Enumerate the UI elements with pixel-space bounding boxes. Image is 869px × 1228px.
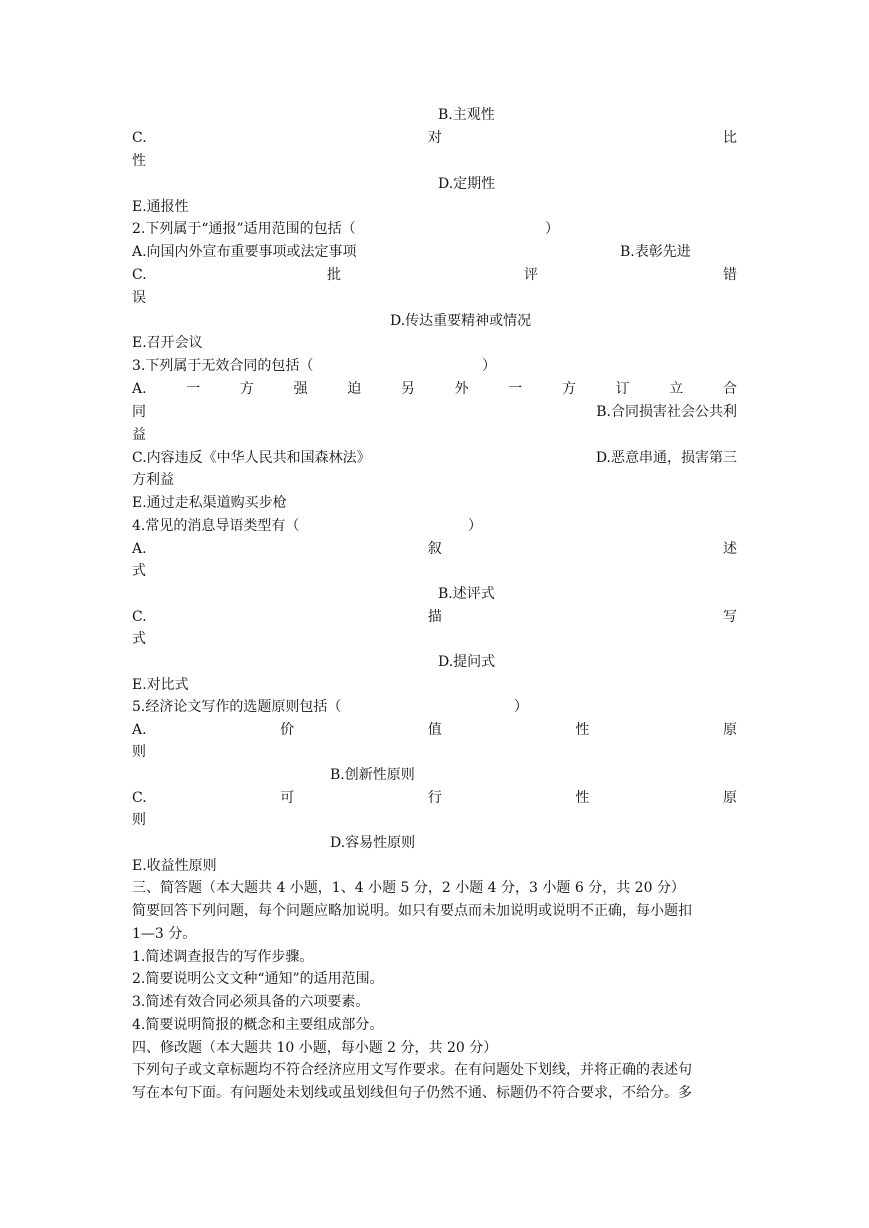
q4-option-d: D.提问式 <box>438 654 496 670</box>
q5-option-c-part: 行 <box>427 790 442 806</box>
q3-stem-close: ） <box>482 358 496 374</box>
q5-stem-text: 5.经济论文写作的选题原则包括（ <box>132 699 342 715</box>
section-4-title: 四、修改题（本大题共 10 小题，每小题 2 分，共 20 分） <box>132 1040 498 1056</box>
q3-option-a-part: 强 <box>293 381 308 397</box>
q5-option-a-tail: 则 <box>132 744 146 760</box>
q3-option-c-text: C.内容违反《中华人民共和国森林法》 <box>132 450 371 466</box>
q5-stem <box>132 696 737 718</box>
q4-option-b: B.述评式 <box>438 586 495 602</box>
q3-option-d: D.恶意串通，损害第三 <box>595 450 737 466</box>
q3-stem-text: 3.下列属于无效合同的包括（ <box>132 358 314 374</box>
q3-option-a-part: 方 <box>239 381 254 397</box>
q2-option-c <box>132 264 737 286</box>
q2-option-a-text: A.向国内外宣布重要事项或法定事项 <box>132 244 357 260</box>
q3-option-a-part: 一 <box>508 381 523 397</box>
q3-option-c <box>132 447 737 469</box>
q4-stem-text: 4.常见的消息导语类型有（ <box>132 518 300 534</box>
q3-option-a-tail-text: 同 <box>132 404 146 420</box>
q4-option-a-part: 述 <box>723 541 737 557</box>
q5-option-a-part: 价 <box>280 722 295 738</box>
q1-option-c-tail: 性 <box>132 153 146 169</box>
q5-option-c <box>132 787 737 809</box>
q2-stem <box>132 218 737 240</box>
q2-option-d: D.传达重要精神或情况 <box>390 313 532 329</box>
q4-option-a-tail: 式 <box>132 563 146 579</box>
q5-option-b: B.创新性原则 <box>330 767 415 783</box>
q3-option-a-part: 方 <box>561 381 576 397</box>
q2-option-a <box>132 241 737 263</box>
section-3-item: 4.简要说明简报的概念和主要组成部分。 <box>132 1017 384 1033</box>
q4-option-c-part: C. <box>132 609 147 625</box>
q4-option-c-part: 描 <box>427 609 442 625</box>
q1-option-c-part: 比 <box>722 130 737 146</box>
q3-option-a-part: 一 <box>186 381 201 397</box>
q4-option-a <box>132 538 737 560</box>
q3-option-a-part: A. <box>132 381 147 397</box>
section-3-item: 1.简述调查报告的写作步骤。 <box>132 949 314 965</box>
q3-option-a-part: 立 <box>669 381 684 397</box>
q5-option-a-part: A. <box>132 722 147 738</box>
q5-option-a-part: 值 <box>427 722 442 738</box>
q3-option-a-part: 迫 <box>347 381 362 397</box>
q2-option-e: E.召开会议 <box>132 335 203 351</box>
q2-option-c-part: 批 <box>327 267 341 283</box>
q5-option-a-part: 原 <box>723 722 737 738</box>
q4-option-c-tail: 式 <box>132 631 146 647</box>
q2-option-b: B.表彰先进 <box>620 244 691 260</box>
q3-option-a-tail <box>132 401 737 423</box>
q1-option-e: E.通报性 <box>132 199 189 215</box>
q1-option-c-part: 对 <box>427 130 442 146</box>
q3-option-a-part: 外 <box>454 381 469 397</box>
section-4-instructions: 下列句子或文章标题均不符合经济应用文写作要求。在有问题处下划线，并将正确的表述句 <box>132 1062 692 1078</box>
q4-option-a-part: A. <box>132 541 147 557</box>
q5-option-c-part: C. <box>132 790 147 806</box>
q2-option-c-part: 评 <box>524 267 538 283</box>
q5-option-c-part: 性 <box>575 790 590 806</box>
section-3-title: 三、简答题（本大题共 4 小题，1、4 小题 5 分，2 小题 4 分，3 小题 6 分，共 20 分） <box>132 880 685 896</box>
q2-option-c-part: C. <box>132 267 147 283</box>
q4-stem-close: ） <box>468 518 482 534</box>
q5-option-d: D.容易性原则 <box>330 835 416 851</box>
q2-stem-text: 2.下列属于“通报”适用范围的包括（ <box>132 221 356 237</box>
q3-option-e: E.通过走私渠道购买步枪 <box>132 495 287 511</box>
q2-option-c-tail: 误 <box>132 290 146 306</box>
q3-option-a-part: 合 <box>722 381 737 397</box>
q4-stem <box>132 515 737 537</box>
section-3-instructions-cont: 1—3 分。 <box>132 926 197 942</box>
q3-option-a-part: 订 <box>615 381 630 397</box>
q3-option-d-tail: 方利益 <box>132 472 174 488</box>
q3-stem <box>132 355 737 377</box>
q4-option-a-part: 叙 <box>427 541 442 557</box>
q2-stem-close: ） <box>545 221 559 237</box>
q4-option-c-part: 写 <box>722 609 737 625</box>
section-4-instructions-cont: 写在本句下面。有问题处未划线或虽划线但句子仍然不通、标题仍不符合要求，不给分。多 <box>132 1085 692 1101</box>
q3-option-b: B.合同损害社会公共利 <box>596 404 737 420</box>
q4-option-e: E.对比式 <box>132 677 189 693</box>
q1-option-c <box>132 127 737 149</box>
q5-stem-close: ） <box>514 699 528 715</box>
q5-option-a-part: 性 <box>575 722 590 738</box>
q1-option-c-part: C. <box>132 130 147 146</box>
q5-option-e: E.收益性原则 <box>132 858 217 874</box>
q5-option-c-part: 原 <box>722 790 737 806</box>
q1-option-b: B.主观性 <box>438 107 495 123</box>
q4-option-c <box>132 606 737 628</box>
q3-option-b-tail: 益 <box>132 427 146 443</box>
section-3-item: 2.简要说明公文文种“通知”的适用范围。 <box>132 971 384 987</box>
q1-option-d: D.定期性 <box>438 176 496 192</box>
q3-option-a-part: 另 <box>400 381 415 397</box>
q3-option-a <box>132 378 737 400</box>
section-3-item: 3.简述有效合同必须具备的六项要素。 <box>132 994 370 1010</box>
q2-option-c-part: 错 <box>723 267 737 283</box>
q5-option-c-part: 可 <box>280 790 295 806</box>
q5-option-c-tail: 则 <box>132 812 146 828</box>
section-3-instructions: 简要回答下列问题，每个问题应略加说明。如只有要点而未加说明或说明不正确，每小题扣 <box>132 903 692 919</box>
q5-option-a <box>132 719 737 741</box>
